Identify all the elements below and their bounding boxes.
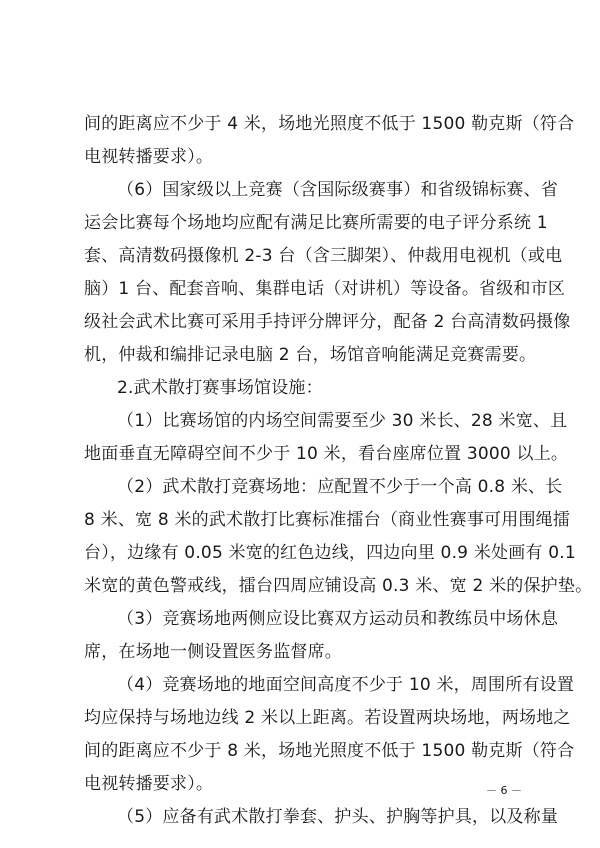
paragraph-line: （4）竞赛场地的地面空间高度不少于 10 米，周围所有设置 <box>117 675 575 695</box>
paragraph-line: 均应保持与场地边线 2 米以上距离。若设置两块场地，两场地之 <box>84 708 571 728</box>
paragraph-line: 运会比赛每个场地均应配有满足比赛所需要的电子评分系统 1 <box>84 213 548 233</box>
paragraph-line: 电视转播要求）。 <box>84 147 214 167</box>
paragraph-line: 席，在场地一侧设置医务监督席。 <box>84 642 342 662</box>
page-number: － 6 － <box>486 784 522 797</box>
paragraph-line: 地面垂直无障碍空间不少于 10 米，看台座席位置 3000 以上。 <box>84 444 569 464</box>
paragraph-line: 机，仲裁和编排记录电脑 2 台，场馆音响能满足竞赛需要。 <box>84 345 537 365</box>
paragraph-line: 米宽的黄色警戒线，擂台四周应铺设高 0.3 米、宽 2 米的保护垫。 <box>84 576 593 596</box>
paragraph-line: 间的距离应不少于 4 米，场地光照度不低于 1500 勒克斯（符合 <box>84 114 575 134</box>
paragraph-line: 脑）1 台、配套音响、集群电话（对讲机）等设备。省级和市区 <box>84 279 566 299</box>
paragraph-line: 电视转播要求）。 <box>84 774 214 794</box>
paragraph-line: （3）竞赛场地两侧应设比赛双方运动员和教练员中场休息 <box>117 609 559 629</box>
paragraph-line: 间的距离应不少于 8 米，场地光照度不低于 1500 勒克斯（符合 <box>84 741 575 761</box>
paragraph-line: 台），边缘有 0.05 米宽的红色边线，四边向里 0.9 米处画有 0.1 <box>84 543 576 563</box>
paragraph-line: （6）国家级以上竞赛（含国际级赛事）和省级锦标赛、省 <box>117 180 559 200</box>
paragraph-line: （1）比赛场馆的内场空间需要至少 30 米长、28 米宽、且 <box>117 411 568 431</box>
paragraph-line: （2）武术散打竞赛场地：应配置不少于一个高 0.8 米、长 <box>117 477 563 497</box>
paragraph-line: 8 米、宽 8 米的武术散打比赛标准擂台（商业性赛事可用围绳擂 <box>84 510 571 530</box>
paragraph-line: （5）应备有武术散打拳套、护头、护胸等护具，以及称量 <box>117 807 559 827</box>
paragraph-line: 级社会武术比赛可采用手持评分牌评分，配备 2 台高清数码摄像 <box>84 312 571 332</box>
paragraph-line: 套、高清数码摄像机 2-3 台（含三脚架）、仲裁用电视机（或电 <box>84 246 563 266</box>
section-heading: 2.武术散打赛事场馆设施： <box>117 378 323 398</box>
